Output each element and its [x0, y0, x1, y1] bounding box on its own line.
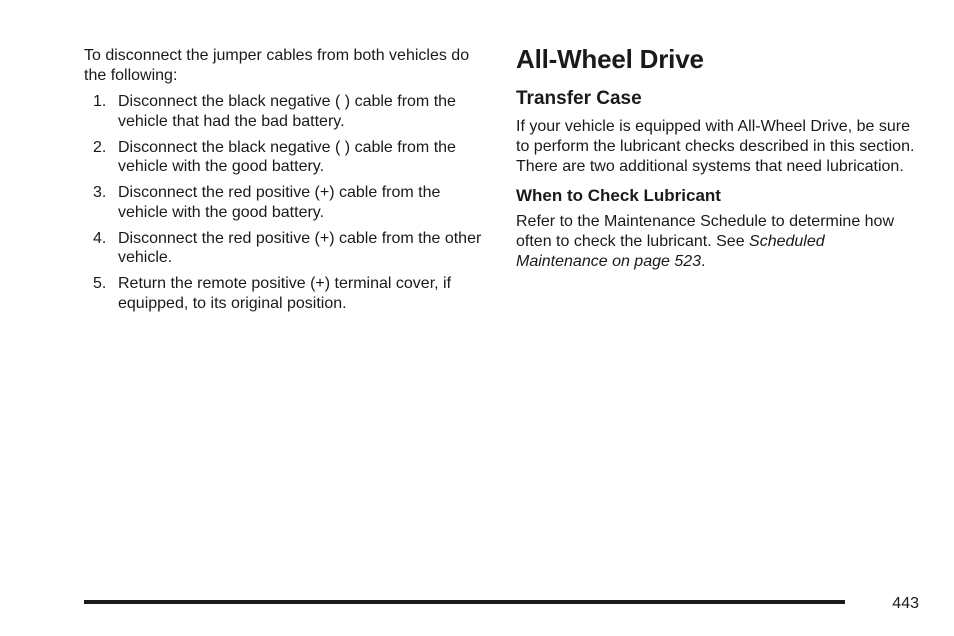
- right-column: [516, 42, 916, 272]
- steps-list: [84, 92, 484, 313]
- paragraph-text: Refer to the Maintenance Schedule to determine how often to check the lubricant. See: [516, 213, 895, 250]
- step-number: 3.: [93, 184, 107, 201]
- list-item: [84, 274, 484, 313]
- subsection-title: Transfer Case: [516, 88, 642, 109]
- intro-text: To disconnect the jumper cables from both vehicles do the following:: [84, 47, 470, 84]
- step-number: 4.: [93, 229, 107, 247]
- when-to-check-paragraph: [516, 212, 916, 272]
- step-text: Disconnect the red positive (+) cable from the vehicle with the good battery.: [118, 184, 441, 221]
- cross-reference-link[interactable]: Scheduled Maintenance on page 523: [516, 233, 825, 270]
- step-number: 5.: [93, 275, 107, 292]
- paragraph-end: .: [701, 253, 706, 270]
- left-column: [84, 46, 484, 320]
- list-item: [84, 138, 484, 177]
- list-item: [84, 183, 484, 222]
- step-text: Disconnect the black negative ( ) cable from the vehicle with the good battery.: [118, 138, 456, 175]
- subheading: When to Check Lubricant: [516, 186, 721, 205]
- step-number: 2.: [93, 138, 107, 156]
- step-text: Disconnect the black negative ( ) cable from the vehicle that had the bad battery.: [118, 93, 456, 130]
- section-title: All-Wheel Drive: [516, 44, 704, 74]
- step-text: Return the remote positive (+) terminal cover, if equipped, to its original position.: [118, 275, 452, 312]
- list-item: [84, 229, 484, 268]
- list-item: [84, 92, 484, 131]
- page-number: 443: [892, 595, 919, 612]
- step-number: 1.: [93, 93, 107, 110]
- transfer-case-paragraph: If your vehicle is equipped with All-Wheel Drive, be sure to perform the lubricant checks described in this section. There are two additional systems that need lubrication.: [516, 118, 915, 175]
- step-text: Disconnect the red positive (+) cable from the other vehicle.: [118, 229, 482, 266]
- footer-rule: [84, 600, 845, 604]
